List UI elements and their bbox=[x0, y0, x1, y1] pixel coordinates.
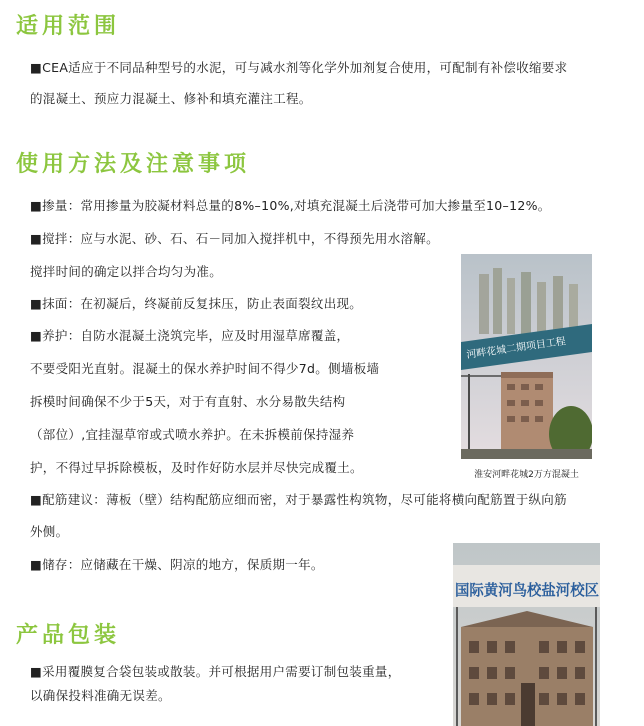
photo2-banner-text: 国际黄河鸟校盐河校区 bbox=[455, 581, 599, 599]
usage-line-rebar: ■配筋建议：薄板（壁）结构配筋应细而密，对于暴露性构筑物，尽可能将横向配筋置于纵向筋 bbox=[30, 492, 567, 507]
usage-line-curing-2: 不要受阳光直射。混凝土的保水养护时间不得少7d。侧墙板墙 bbox=[30, 361, 380, 376]
section-title-packaging: 产品包装 bbox=[16, 623, 121, 648]
construction-photo-1 bbox=[461, 254, 592, 459]
usage-line-curing-5: 护，不得过早拆除模板，及时作好防水层并尽快完成覆土。 bbox=[30, 460, 363, 475]
section-title-scope: 适用范围 bbox=[16, 14, 121, 39]
usage-line-storage: ■储存：应储藏在干燥、阴凉的地方，保质期一年。 bbox=[30, 557, 324, 572]
scope-line-2: 的混凝土、预应力混凝土、修补和填充灌注工程。 bbox=[30, 91, 312, 106]
section-title-usage: 使用方法及注意事项 bbox=[16, 152, 251, 177]
usage-line-dosage: ■掺量：常用掺量为胶凝材料总量的8%–10%,对填充混凝土后浇带可加大掺量至10–12%。 bbox=[30, 198, 551, 213]
usage-line-finishing: ■抹面：在初凝后，终凝前反复抹压，防止表面裂纹出现。 bbox=[30, 296, 363, 311]
usage-line-mixing: ■搅拌：应与水泥、砂、石、石－同加入搅拌机中，不得预先用水溶解。 bbox=[30, 231, 439, 246]
construction-photo-2-image bbox=[453, 543, 600, 726]
construction-photo-2 bbox=[453, 543, 600, 726]
photo1-caption: 淮安河畔花城2万方混凝土 bbox=[474, 470, 579, 480]
scope-line-1: ■CEA适应于不同品种型号的水泥，可与减水剂等化学外加剂复合使用，可配制有补偿收缩要求 bbox=[30, 60, 568, 75]
usage-line-curing-3: 拆模时间确保不少于5天，对于有直射、水分易散失结构 bbox=[30, 394, 346, 409]
construction-photo-1-image bbox=[461, 254, 592, 459]
usage-line-curing: ■养护：自防水混凝土浇筑完毕，应及时用湿草席覆盖， bbox=[30, 328, 350, 343]
usage-line-curing-4: （部位）,宜挂湿草帘或式喷水养护。在未拆模前保持湿养 bbox=[30, 427, 355, 442]
packaging-line-1: ■采用覆膜复合袋包装或散装。并可根据用户需要订制包装重量， bbox=[30, 664, 401, 679]
photo1-banner-text: 河畔花城二期项目工程 bbox=[465, 336, 567, 361]
packaging-line-2: 以确保投料准确无误差。 bbox=[30, 688, 171, 703]
usage-line-rebar-2: 外侧。 bbox=[30, 524, 69, 539]
usage-line-mixing-2: 搅拌时间的确定以拌合均匀为准。 bbox=[30, 264, 223, 279]
